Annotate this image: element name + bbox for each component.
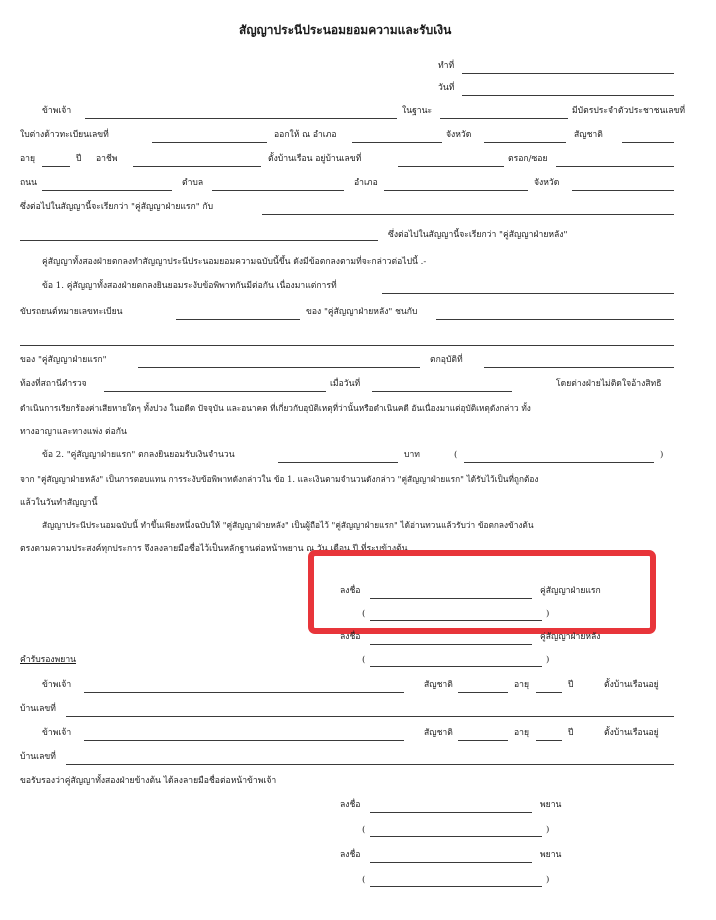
years-label: ปี [76, 154, 82, 164]
witness2-nationality-line[interactable] [458, 740, 508, 741]
occupation-label: อาชีพ [96, 154, 118, 164]
witness2-age-line[interactable] [536, 740, 562, 741]
witness-name1-paren-open: ( [362, 825, 366, 835]
capacity-label: ในฐานะ [402, 106, 433, 116]
called-second-label: ซึ่งต่อไปในสัญญานี้จะเรียกว่า "คู่สัญญาฝ่ายหลัง" [388, 230, 568, 240]
vehicle-line[interactable] [176, 319, 300, 320]
witness-sign1-line[interactable] [370, 812, 532, 813]
witness2-i-label: ข้าพเจ้า [42, 728, 72, 738]
collision-detail-line[interactable] [20, 345, 674, 346]
waive-text: โดยต่างฝ่ายไม่ติดใจอ้างสิทธิ [556, 379, 662, 389]
witness2-nationality-label: สัญชาติ [424, 728, 453, 738]
second-name-paren-close: ) [546, 655, 550, 665]
made-at-label: ทำที่ [438, 61, 455, 71]
province-line[interactable] [484, 142, 566, 143]
id-card-label: มีบัตรประจำตัวประชาชนเลขที่ [572, 106, 686, 116]
witness-name2-line[interactable] [370, 886, 542, 887]
sign-first-label: ลงชื่อ [340, 586, 361, 596]
witness2-address-line[interactable] [66, 764, 674, 765]
on-date-line[interactable] [372, 391, 512, 392]
intro-text: คู่สัญญาทั้งสองฝ่ายตกลงทำสัญญาประนีประนอมยอมความฉบับนี้ขึ้น ดังมีข้อตกลงตามที่จะกล่าวต่อไปนี้ .- [42, 257, 427, 267]
amount-paren-open: ( [454, 450, 458, 460]
vehicle-label: ขับรถยนต์หมายเลขทะเบียน [20, 307, 123, 317]
province-label: จังหวัด [446, 130, 472, 140]
witness1-age-line[interactable] [536, 692, 562, 693]
date-line[interactable] [462, 95, 674, 96]
station-line[interactable] [104, 391, 326, 392]
subdistrict-line[interactable] [212, 190, 344, 191]
certify-text: ขอรับรองว่าคู่สัญญาทั้งสองฝ่ายข้างต้น ได้ลงลายมือชื่อต่อหน้าข้าพเจ้า [20, 776, 277, 786]
road-label: ถนน [20, 178, 37, 188]
amount-line[interactable] [278, 462, 398, 463]
second-name-line[interactable] [370, 666, 542, 667]
closing-line-2: ตรงตามความประสงค์ทุกประการ จึงลงลายมือชื่อไว้เป็นหลักฐานต่อหน้าพยาน ณ วัน เดือน ปี ที่ระบุข้างต้น [20, 544, 408, 554]
capacity-line[interactable] [440, 118, 568, 119]
first-party-label: คู่สัญญาฝ่ายแรก [540, 586, 601, 596]
witness1-name-line[interactable] [84, 692, 404, 693]
clause1-text: ข้อ 1. คู่สัญญาทั้งสองฝ่ายตกลงยินยอมระงับข้อพิพาทกันมีต่อกัน เนื่องมาแต่การที่ [42, 281, 337, 291]
witness-name1-paren-close: ) [546, 825, 550, 835]
amount-paren-close: ) [660, 450, 664, 460]
witness1-address-line[interactable] [66, 716, 674, 717]
first-name-paren-close: ) [546, 609, 550, 619]
witness-sign1-role: พยาน [540, 800, 562, 810]
accident-at-label: ตกอุบัติที่ [430, 355, 463, 365]
witness2-house-no-label: บ้านเลขที่ [20, 752, 56, 762]
date-label: วันที่ [438, 83, 455, 93]
province2-line[interactable] [572, 190, 674, 191]
second-party-label: คู่สัญญาฝ่ายหลัง [540, 632, 601, 642]
issued-at-line[interactable] [352, 142, 442, 143]
age-line[interactable] [42, 166, 70, 167]
subdistrict-label: ตำบล [182, 178, 204, 188]
occupation-line[interactable] [133, 166, 261, 167]
witness1-i-label: ข้าพเจ้า [42, 680, 72, 690]
witness-sign1-label: ลงชื่อ [340, 800, 361, 810]
station-label: ท้องที่สถานีตำรวจ [20, 379, 87, 389]
witness-sign2-line[interactable] [370, 862, 532, 863]
witness2-age-label: อายุ [514, 728, 530, 738]
sign-second-line[interactable] [370, 644, 532, 645]
called-first-label: ซึ่งต่อไปในสัญญานี้จะเรียกว่า "คู่สัญญาฝ่ายแรก" กับ [20, 202, 214, 212]
alley-label: ตรอก/ซอย [508, 154, 548, 164]
on-date-label: เมื่อวันที่ [330, 379, 361, 389]
district-line[interactable] [384, 190, 528, 191]
baht-label: บาท [404, 450, 420, 460]
witness2-years-label: ปี [568, 728, 574, 738]
road-line[interactable] [42, 190, 172, 191]
first-vehicle-line[interactable] [138, 367, 420, 368]
sign-second-label: ลงชื่อ [340, 632, 361, 642]
made-at-line[interactable] [462, 73, 674, 74]
witness1-years-label: ปี [568, 680, 574, 690]
alien-id-line[interactable] [152, 142, 267, 143]
witness-name1-line[interactable] [370, 836, 542, 837]
collided-with-line[interactable] [436, 319, 674, 320]
clause1-line[interactable] [382, 293, 674, 294]
second-name-paren-open: ( [362, 655, 366, 665]
document-title: สัญญาประนีประนอมยอมความและรับเงิน [239, 23, 452, 37]
nationality-label: สัญชาติ [574, 130, 603, 140]
party-i-label: ข้าพเจ้า [42, 106, 72, 116]
first-name-line[interactable] [370, 620, 542, 621]
witness-sign2-role: พยาน [540, 850, 562, 860]
witness-heading: คำรับรองพยาน [20, 655, 77, 665]
of-second-label: ของ "คู่สัญญาฝ่ายหลัง" ชนกับ [306, 307, 418, 317]
from-line-2: แล้วในวันทำสัญญานี้ [20, 498, 98, 508]
closing-line-1: สัญญาประนีประนอมฉบับนี้ ทำขึ้นเพียงหนึ่งฉบับให้ "คู่สัญญาฝ่ายหลัง" เป็นผู้ถือไว้ "คู่สัญญาฝ่ายแรก" ได้อ่านทวนแล้วรับว่า ข้อตกลงข้างต้น [42, 520, 534, 530]
residence-label: ตั้งบ้านเรือน อยู่บ้านเลขที่ [268, 154, 362, 164]
sign-first-line[interactable] [370, 598, 532, 599]
witness2-name-line[interactable] [84, 740, 404, 741]
witness-sign2-label: ลงชื่อ [340, 850, 361, 860]
witness1-nationality-label: สัญชาติ [424, 680, 453, 690]
claim-line-2: ทางอาญาและทางแพ่ง ต่อกัน [20, 427, 127, 437]
second-party-detail-line[interactable] [20, 240, 378, 241]
accident-at-line[interactable] [484, 367, 674, 368]
party-name-line[interactable] [85, 118, 397, 119]
district-label: อำเภอ [354, 178, 378, 188]
issued-at-label: ออกให้ ณ อำเภอ [274, 130, 337, 140]
witness1-residence-label: ตั้งบ้านเรือนอยู่ [604, 680, 659, 690]
amount-words-line[interactable] [464, 462, 654, 463]
witness1-age-label: อายุ [514, 680, 530, 690]
from-line-1: จาก "คู่สัญญาฝ่ายหลัง" เป็นการตอบแทน การระงับข้อพิพาทดังกล่าวใน ข้อ 1. และเงินตามจำนวนดังกล่าว "คู่สัญญาฝ่ายแรก" ได้รับไว้เป็นที่ถูกต้อง [20, 474, 539, 484]
alley-line[interactable] [556, 166, 674, 167]
witness2-residence-label: ตั้งบ้านเรือนอยู่ [604, 728, 659, 738]
claim-line-1: ดำเนินการเรียกร้องค่าเสียหายใดๆ ทั้งปวง ในอดีต ปัจจุบัน และอนาคต ที่เกี่ยวกับอุบัติเหตุที่ว่านั้นหรือดำเนินคดี อันเนื่องมาแต่อุบัติเหตุดังกล่าว ทั้ง [20, 403, 531, 413]
clause2-text: ข้อ 2. "คู่สัญญาฝ่ายแรก" ตกลงยินยอมรับเงินจำนวน [42, 450, 235, 460]
witness1-house-no-label: บ้านเลขที่ [20, 704, 56, 714]
witness-name2-paren-open: ( [362, 875, 366, 885]
first-name-paren-open: ( [362, 609, 366, 619]
witness-name2-paren-close: ) [546, 875, 550, 885]
nationality-line[interactable] [622, 142, 674, 143]
age-label: อายุ [20, 154, 36, 164]
house-no-line[interactable] [398, 166, 504, 167]
alien-id-label: ใบต่างด้าวทะเบียนเลขที่ [20, 130, 109, 140]
witness1-nationality-line[interactable] [458, 692, 508, 693]
second-party-name-line[interactable] [262, 214, 674, 215]
of-first-label: ของ "คู่สัญญาฝ่ายแรก" [20, 355, 107, 365]
province2-label: จังหวัด [534, 178, 560, 188]
